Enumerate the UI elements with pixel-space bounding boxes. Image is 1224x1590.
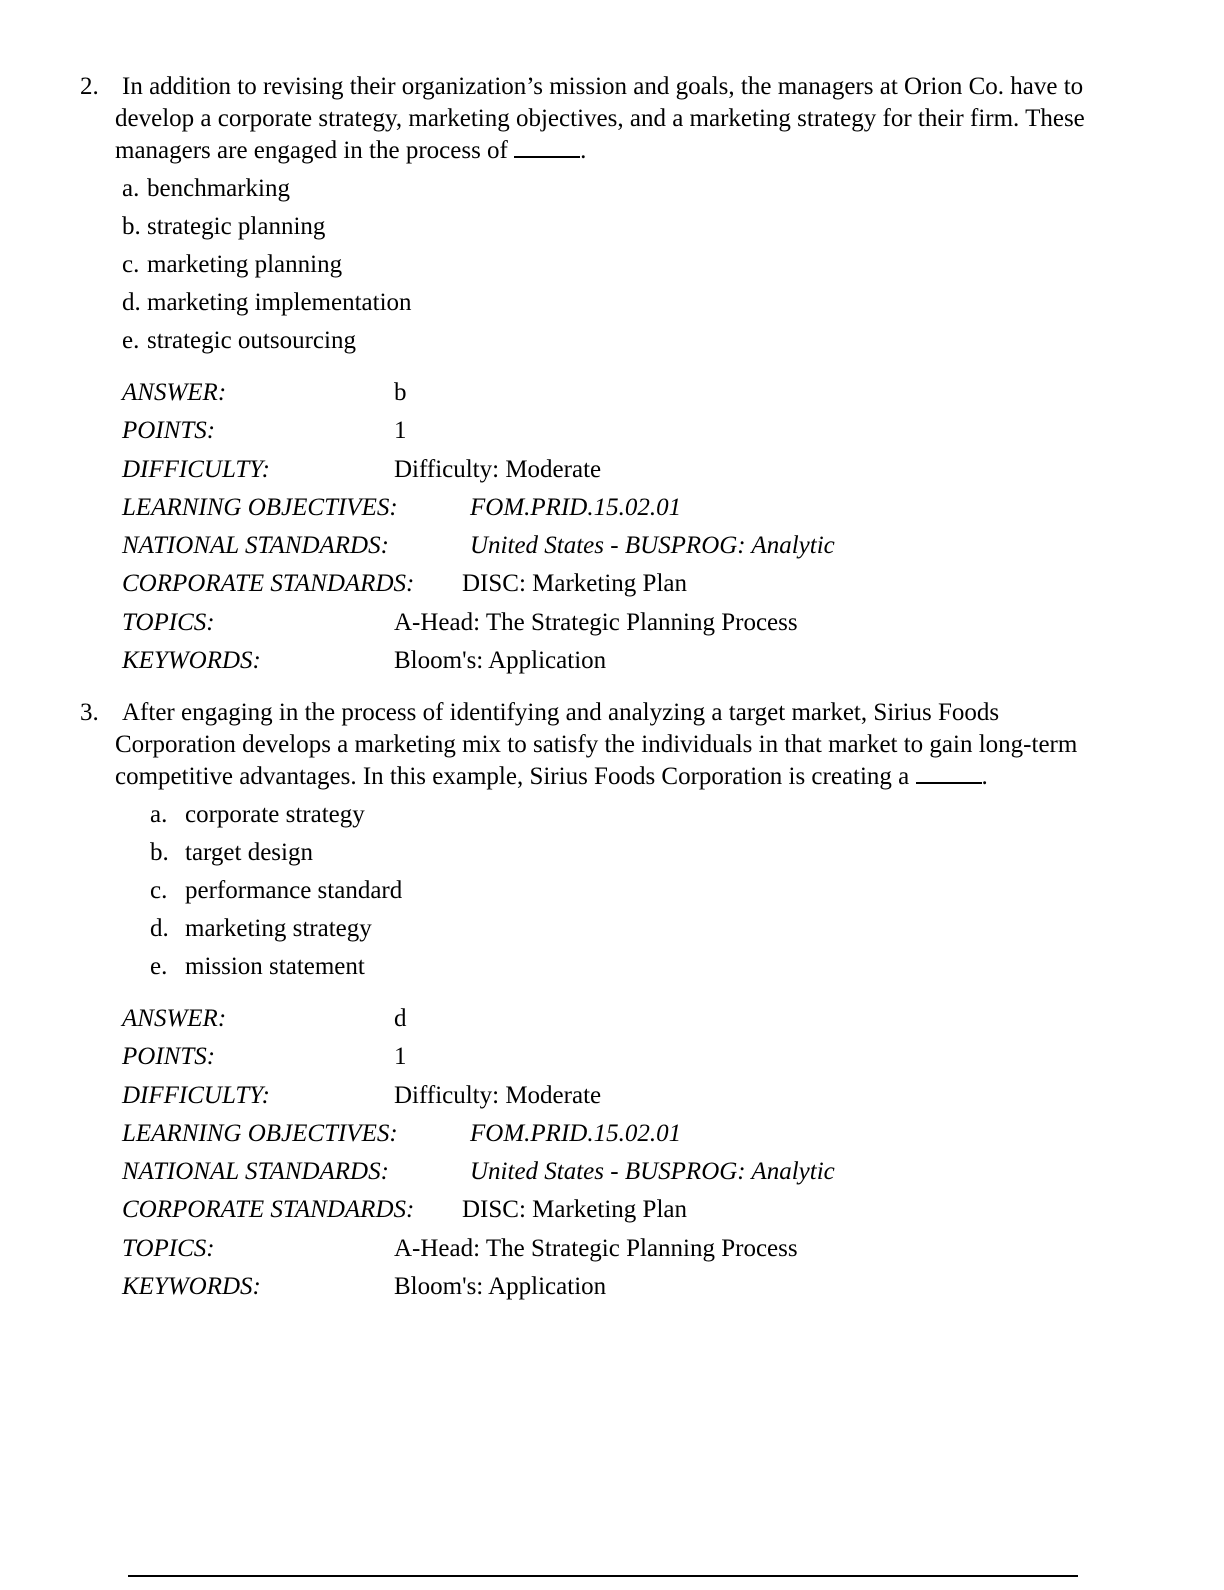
- choice-letter: b.: [150, 839, 169, 866]
- choice-letter: d.: [150, 915, 169, 942]
- meta-difficulty: [122, 451, 1110, 489]
- choice-letter: e.: [150, 953, 168, 980]
- choice-letter: e.: [122, 327, 140, 354]
- meta-value: United States - BUSPROG: Analytic: [470, 532, 835, 560]
- choice-e: [80, 322, 1110, 360]
- meta-corporate-standards: [122, 1191, 1110, 1229]
- meta-corporate-standards: [122, 565, 1110, 603]
- meta-value: FOM.PRID.15.02.01: [470, 1119, 682, 1147]
- question-stem: [115, 697, 1110, 793]
- choice-text: target design: [185, 839, 313, 866]
- choice-text: marketing implementation: [147, 289, 412, 316]
- choice-letter: d.: [122, 289, 141, 316]
- meta-label: NATIONAL STANDARDS:: [122, 532, 389, 560]
- question-stem: [115, 71, 1110, 167]
- meta-keywords: [122, 1268, 1110, 1306]
- meta-label: LEARNING OBJECTIVES:: [122, 493, 398, 521]
- question-stem-end: .: [981, 763, 988, 790]
- meta-value: United States - BUSPROG: Analytic: [470, 1158, 835, 1186]
- question-3: [80, 697, 1110, 1306]
- choice-letter: a.: [150, 801, 168, 828]
- meta-national-standards: [122, 527, 1110, 565]
- choice-a: [80, 170, 1110, 208]
- meta-label: DIFFICULTY:: [122, 1081, 270, 1109]
- meta-keywords: [122, 642, 1110, 680]
- meta-topics: [122, 604, 1110, 642]
- question-stem-end: .: [580, 137, 587, 164]
- choice-letter: b.: [122, 213, 141, 240]
- meta-value: Bloom's: Application: [394, 647, 607, 675]
- choice-b: [80, 834, 1110, 872]
- meta-value: 1: [394, 1043, 407, 1071]
- choice-letter: c.: [122, 251, 140, 278]
- meta-value: b: [394, 379, 407, 406]
- meta-value: d: [394, 1005, 407, 1032]
- meta-label: DIFFICULTY:: [122, 455, 270, 483]
- meta-value: DISC: Marketing Plan: [462, 1196, 687, 1224]
- meta-answer: [122, 374, 1110, 412]
- meta-value: 1: [394, 417, 407, 445]
- meta-value: A-Head: The Strategic Planning Process: [394, 1234, 798, 1262]
- choice-b: [80, 208, 1110, 246]
- question-number: 3.: [80, 699, 99, 726]
- meta-value: A-Head: The Strategic Planning Process: [394, 608, 798, 636]
- meta-national-standards: [122, 1153, 1110, 1191]
- choice-text: marketing strategy: [185, 915, 372, 942]
- meta-label: LEARNING OBJECTIVES:: [122, 1119, 398, 1147]
- choice-text: benchmarking: [147, 175, 291, 202]
- answer-blank: [916, 764, 982, 784]
- meta-label: ANSWER:: [122, 1005, 227, 1032]
- meta-learning-objectives: [122, 1115, 1110, 1153]
- meta-learning-objectives: [122, 489, 1110, 527]
- meta-label: CORPORATE STANDARDS:: [122, 1196, 415, 1224]
- footer-divider: [128, 1575, 1078, 1577]
- meta-answer: [122, 1000, 1110, 1038]
- meta-topics: [122, 1230, 1110, 1268]
- choice-c: [80, 246, 1110, 284]
- meta-label: POINTS:: [122, 417, 216, 445]
- meta-value: Difficulty: Moderate: [394, 455, 602, 483]
- question-stem-text: In addition to revising their organization’s mission and goals, the managers at Orion Co. have to develop a corporate strategy, marketing objectives, and a marketing strategy for their firm. These managers are engaged in the process of: [115, 73, 1085, 164]
- question-stem-text: After engaging in the process of identifying and analyzing a target market, Sirius Foods Corporation develops a marketing mix to satisfy the individuals in that market to gain long-term competitive advantages. In this example, Sirius Foods Corporation is creating a: [115, 699, 1078, 790]
- choice-a: [80, 796, 1110, 834]
- meta-label: POINTS:: [122, 1043, 216, 1071]
- meta-label: TOPICS:: [122, 1234, 215, 1262]
- choice-letter: a.: [122, 175, 140, 202]
- question-metadata: [122, 1000, 1110, 1306]
- meta-label: NATIONAL STANDARDS:: [122, 1158, 389, 1186]
- choice-list: [80, 170, 1110, 360]
- meta-value: DISC: Marketing Plan: [462, 570, 687, 598]
- choice-d: [80, 284, 1110, 322]
- question-2: [80, 71, 1110, 680]
- choice-d: [80, 910, 1110, 948]
- choice-list: [80, 796, 1110, 986]
- question-number: 2.: [80, 73, 99, 100]
- question-metadata: [122, 374, 1110, 680]
- meta-label: KEYWORDS:: [122, 647, 261, 675]
- choice-c: [80, 872, 1110, 910]
- meta-points: [122, 412, 1110, 450]
- choice-text: strategic planning: [147, 213, 326, 240]
- choice-e: [80, 948, 1110, 986]
- meta-label: KEYWORDS:: [122, 1273, 261, 1301]
- meta-label: ANSWER:: [122, 379, 227, 406]
- meta-label: TOPICS:: [122, 608, 215, 636]
- meta-label: CORPORATE STANDARDS:: [122, 570, 415, 598]
- meta-points: [122, 1038, 1110, 1076]
- meta-value: FOM.PRID.15.02.01: [470, 493, 682, 521]
- meta-difficulty: [122, 1077, 1110, 1115]
- choice-letter: c.: [150, 877, 168, 904]
- choice-text: marketing planning: [147, 251, 343, 278]
- choice-text: strategic outsourcing: [147, 327, 356, 354]
- choice-text: corporate strategy: [185, 801, 365, 828]
- answer-blank: [514, 138, 580, 158]
- choice-text: performance standard: [185, 877, 403, 904]
- meta-value: Difficulty: Moderate: [394, 1081, 602, 1109]
- meta-value: Bloom's: Application: [394, 1273, 607, 1301]
- choice-text: mission statement: [185, 953, 365, 980]
